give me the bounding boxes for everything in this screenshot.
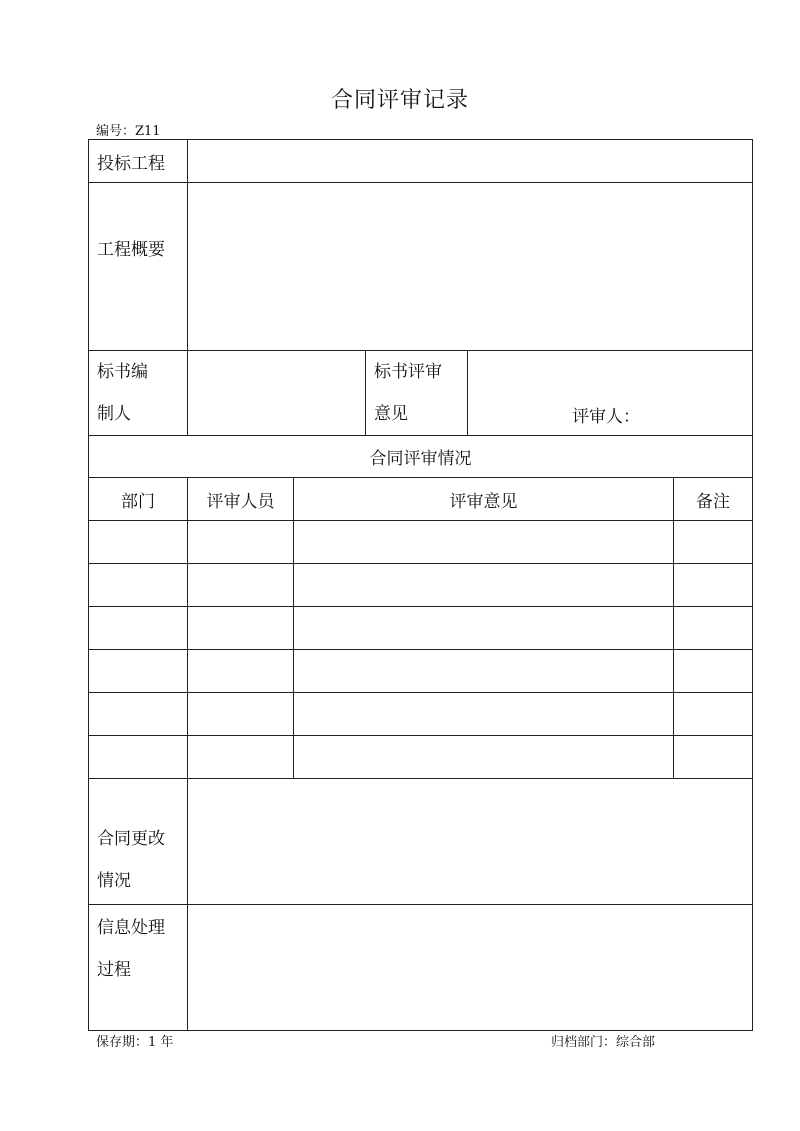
review-form-table <box>88 139 753 1031</box>
row-column-headers <box>89 478 753 521</box>
department-cell[interactable] <box>89 693 188 736</box>
review-status-heading: 合同评审情况 <box>89 436 753 478</box>
table-row <box>89 607 753 650</box>
row-review-status-header <box>89 436 753 478</box>
reviewer-cell[interactable] <box>188 736 294 779</box>
department-cell[interactable] <box>89 736 188 779</box>
table-row <box>89 736 753 779</box>
row-info-processing <box>89 905 753 1031</box>
reviewer-cell[interactable] <box>188 564 294 607</box>
contract-changes-field[interactable] <box>188 779 753 905</box>
column-header-reviewer: 评审人员 <box>188 478 294 521</box>
opinion-cell[interactable] <box>294 521 674 564</box>
bid-review-label <box>366 351 468 436</box>
retention-period: 保存期：1 年 <box>96 1035 174 1050</box>
remarks-cell[interactable] <box>674 521 753 564</box>
bid-review-label-line1: 标书评审 <box>374 362 442 382</box>
remarks-cell[interactable] <box>674 693 753 736</box>
department-cell[interactable] <box>89 564 188 607</box>
contract-changes-label-line2: 情况 <box>97 871 131 891</box>
column-header-remarks: 备注 <box>674 478 753 521</box>
contract-changes-label-line1: 合同更改 <box>97 829 165 849</box>
table-row <box>89 693 753 736</box>
project-overview-label: 工程概要 <box>89 183 188 351</box>
project-overview-field[interactable] <box>188 183 753 351</box>
row-bid-project <box>89 140 753 183</box>
table-row <box>89 650 753 693</box>
column-header-department: 部门 <box>89 478 188 521</box>
bid-preparer-field[interactable] <box>188 351 366 436</box>
bid-preparer-label <box>89 351 188 436</box>
remarks-cell[interactable] <box>674 650 753 693</box>
remarks-cell[interactable] <box>674 564 753 607</box>
department-cell[interactable] <box>89 521 188 564</box>
row-contract-changes <box>89 779 753 905</box>
bid-project-field[interactable] <box>188 140 753 183</box>
bid-review-label-line2: 意见 <box>374 404 408 424</box>
row-project-overview <box>89 183 753 351</box>
table-row <box>89 521 753 564</box>
page-title: 合同评审记录 <box>330 88 469 113</box>
table-row <box>89 564 753 607</box>
opinion-cell[interactable] <box>294 607 674 650</box>
bid-preparer-label-line1: 标书编 <box>97 362 148 382</box>
reviewer-cell[interactable] <box>188 693 294 736</box>
opinion-cell[interactable] <box>294 693 674 736</box>
column-header-opinion: 评审意见 <box>294 478 674 521</box>
info-processing-label-line1: 信息处理 <box>97 918 165 938</box>
opinion-cell[interactable] <box>294 736 674 779</box>
bid-preparer-label-line2: 制人 <box>97 404 131 424</box>
remarks-cell[interactable] <box>674 607 753 650</box>
reviewer-cell[interactable] <box>188 607 294 650</box>
info-processing-label <box>89 905 188 1031</box>
bid-project-label: 投标工程 <box>89 140 188 183</box>
remarks-cell[interactable] <box>674 736 753 779</box>
department-cell[interactable] <box>89 607 188 650</box>
reviewer-field[interactable]: 评审人： <box>468 351 753 436</box>
form-code: 编号：Z11 <box>96 124 161 139</box>
info-processing-label-line2: 过程 <box>97 960 131 980</box>
opinion-cell[interactable] <box>294 650 674 693</box>
info-processing-field[interactable] <box>188 905 753 1031</box>
department-cell[interactable] <box>89 650 188 693</box>
opinion-cell[interactable] <box>294 564 674 607</box>
reviewer-cell[interactable] <box>188 521 294 564</box>
archive-department: 归档部门：综合部 <box>551 1035 656 1050</box>
row-bid-preparer <box>89 351 753 436</box>
contract-changes-label <box>89 779 188 905</box>
reviewer-cell[interactable] <box>188 650 294 693</box>
